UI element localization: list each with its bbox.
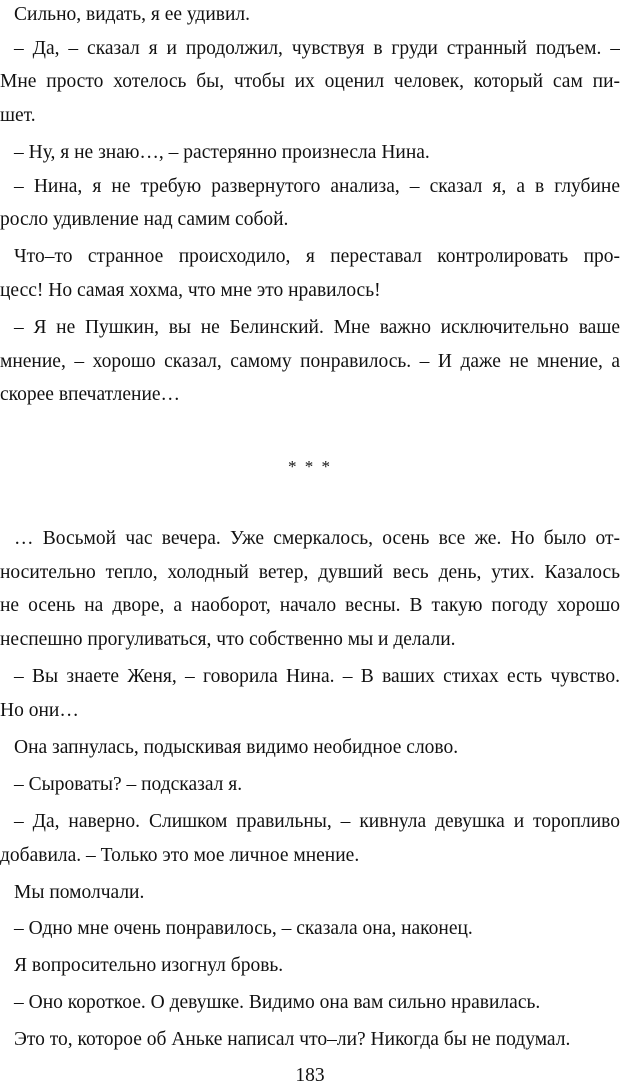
text-line: Мне просто хотелось бы, чтобы их оценил человек, который сам пи-: [0, 71, 620, 92]
text-line: росло удивление над самим собой.: [0, 209, 289, 230]
text-line: Но они…: [0, 700, 79, 721]
text-line: Мы помолчали.: [14, 882, 145, 903]
text-line: Что–то странное происходило, я переставал контролировать про-: [14, 246, 620, 267]
text-line: – Ну, я не знаю…, – растерянно произнесла Нина.: [14, 142, 430, 163]
text-line: – Одно мне очень понравилось, – сказала она, наконец.: [14, 918, 473, 939]
text-line: Сильно, видать, я ее удивил.: [14, 4, 251, 25]
text-line: носительно тепло, холодный ветер, дувший весь день, утих. Казалось: [0, 562, 620, 583]
text-line: не осень на дворе, а наоборот, начало весны. В такую погоду хорошо: [0, 595, 620, 616]
text-line: – Да, наверно. Слишком правильны, – кивнула девушка и торопливо: [14, 811, 620, 832]
text-line: мнение, – хорошо сказал, самому понравилось. – И даже не мнение, а: [0, 351, 620, 372]
text-line: – Оно короткое. О девушке. Видимо она вам сильно нравилась.: [14, 992, 541, 1013]
text-line: Я вопросительно изогнул бровь.: [14, 955, 284, 976]
text-line: – Я не Пушкин, вы не Белинский. Мне важно исключительно ваше: [14, 317, 620, 338]
text-line: цесс! Но самая хохма, что мне это нравилось!: [0, 280, 381, 301]
text-line: скорее впечатление…: [0, 384, 181, 405]
text-line: Она запнулась, подыскивая видимо необидное слово.: [14, 737, 459, 758]
text-line: шет.: [0, 105, 36, 126]
text-line: добавила. – Только это мое личное мнение.: [0, 845, 360, 866]
text-line: – Да, – сказал я и продолжил, чувствуя в груди странный подъем. –: [14, 38, 620, 59]
text-line: неспешно прогуливаться, что собственно мы и делали.: [0, 629, 456, 650]
text-line: – Вы знаете Женя, – говорила Нина. – В ваших стихах есть чувство.: [14, 666, 620, 687]
page-number: 183: [295, 1065, 325, 1086]
text-line: – Сыроваты? – подсказал я.: [14, 774, 243, 795]
section-separator: * * *: [288, 457, 332, 476]
text-line: Это то, которое об Аньке написал что–ли? Никогда бы не подумал.: [14, 1029, 571, 1050]
text-line: … Восьмой час вечера. Уже смеркалось, осень все же. Но было от-: [14, 528, 620, 549]
text-line: – Нина, я не требую развернутого анализа, – сказал я, а в глубине: [14, 176, 620, 197]
